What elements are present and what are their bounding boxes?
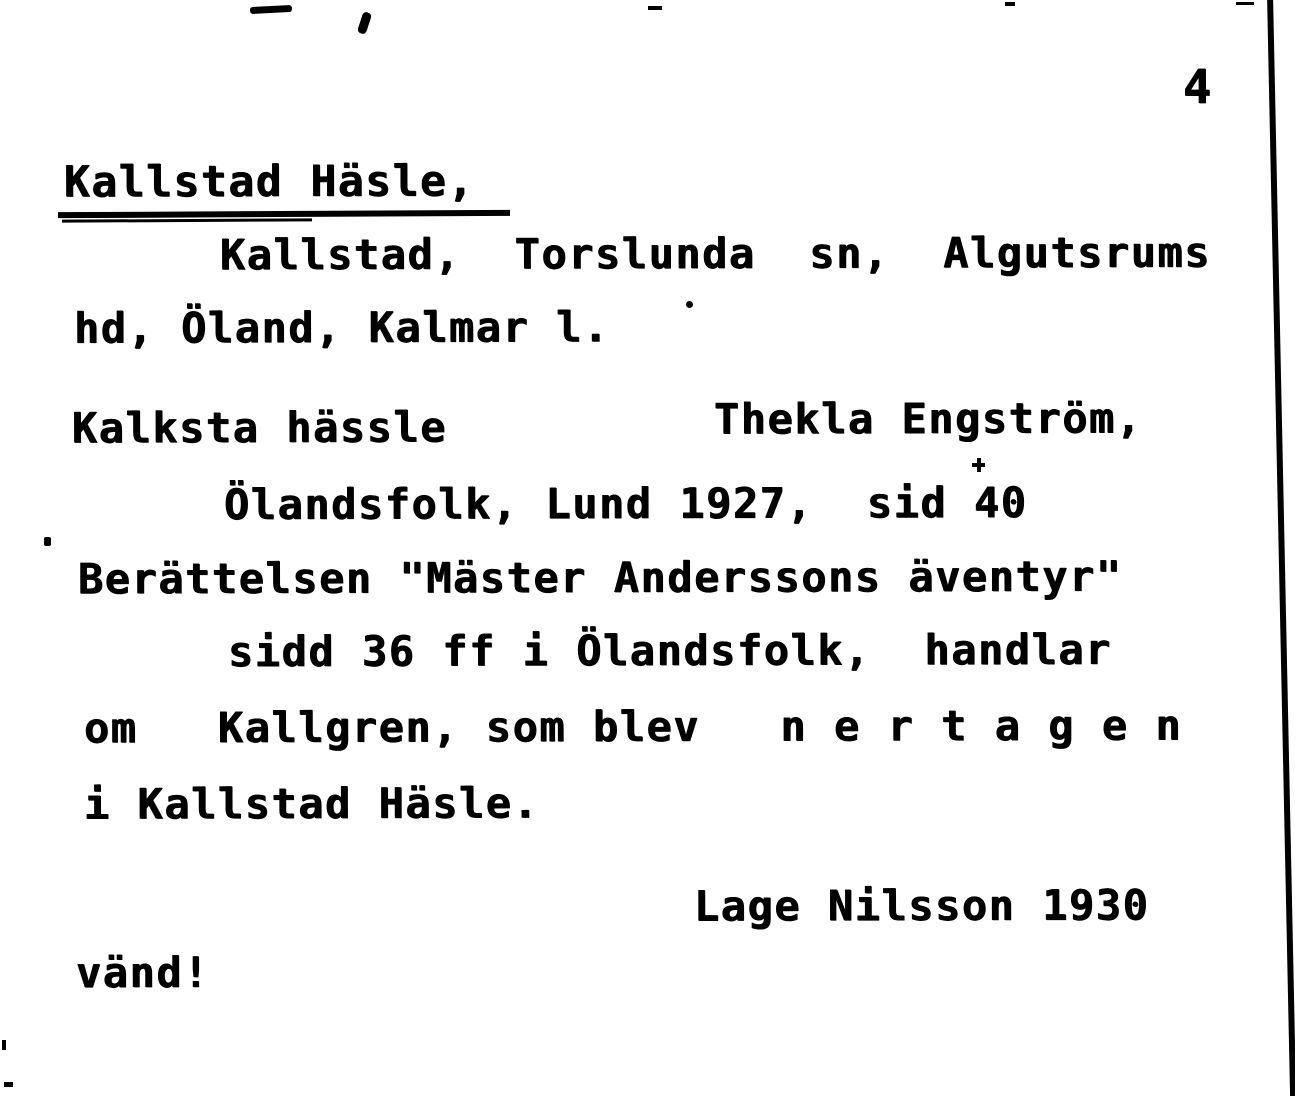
ink-speck xyxy=(44,537,51,546)
ink-speck xyxy=(972,463,985,467)
card-edge-line xyxy=(1267,0,1295,1096)
ink-speck xyxy=(1005,2,1015,6)
page-number: 4 xyxy=(1182,59,1212,116)
story-title-line: Berättelsen "Mäster Anderssons äventyr" xyxy=(77,551,1123,604)
place-line-1: Kallstad, Torslunda sn, Algutsrums xyxy=(219,227,1212,280)
ink-speck xyxy=(686,301,693,308)
dialect-name: Kalksta hässle xyxy=(71,402,448,453)
ink-speck xyxy=(648,6,662,10)
ink-speck xyxy=(4,1082,13,1087)
ink-speck xyxy=(250,5,292,14)
place-line-2: hd, Öland, Kalmar l. xyxy=(73,302,610,353)
source-title-line: Ölandsfolk, Lund 1927, sid 40 xyxy=(223,477,1028,530)
card-title: Kallstad Häsle, xyxy=(63,156,475,208)
story-content-line: om Kallgren, som blev n e r t a g e n xyxy=(83,700,1183,753)
ink-speck xyxy=(2,1040,6,1050)
ink-speck xyxy=(1236,2,1254,5)
story-pages-line: sidd 36 ff i Ölandsfolk, handlar xyxy=(227,624,1113,677)
ink-speck xyxy=(357,11,372,35)
story-place-line: i Kallstad Häsle. xyxy=(83,778,540,829)
title-underline xyxy=(58,210,510,218)
title-underline-echo xyxy=(62,218,312,222)
collector-signature: Lage Nilsson 1930 xyxy=(693,880,1150,931)
turn-over-note: vänd! xyxy=(75,947,211,998)
source-author: Thekla Engström, xyxy=(713,393,1143,444)
